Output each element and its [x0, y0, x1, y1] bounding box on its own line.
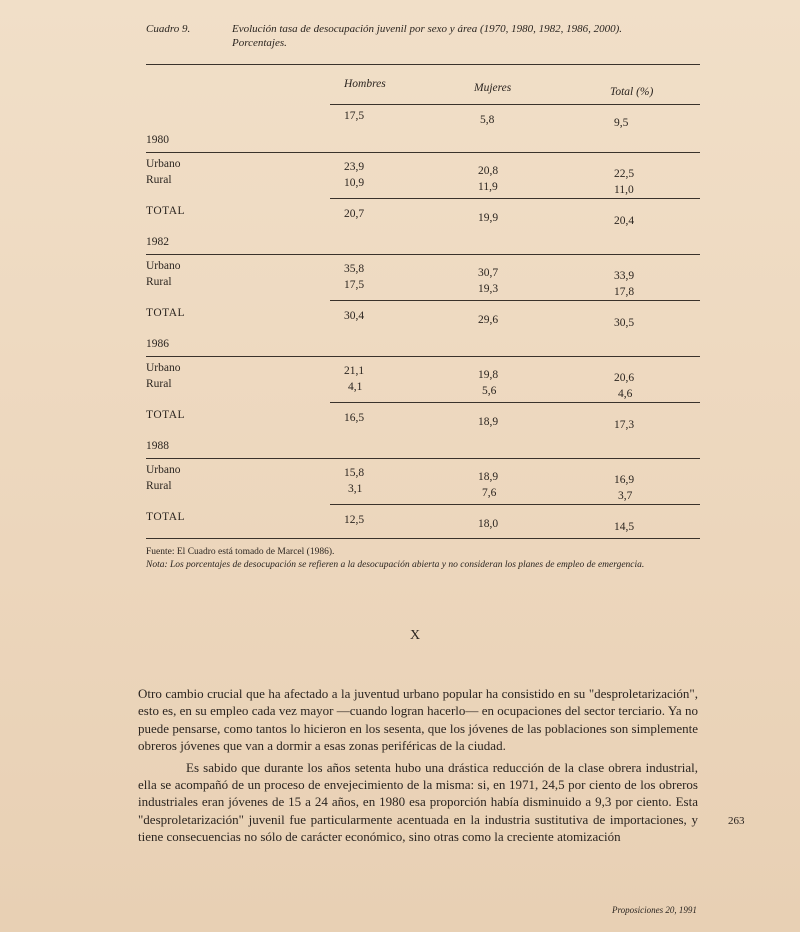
table-caption [146, 22, 746, 50]
table-cell: 7,6 [482, 487, 497, 499]
caption-title: Evolución tasa de desocupación juvenil por sexo y área (1970, 1980, 1982, 1986, 2000). [232, 23, 623, 35]
row-label: Urbano [146, 464, 181, 476]
table-cell: 30,4 [344, 310, 365, 322]
column-header-hombres: Hombres [344, 78, 386, 90]
year-label: 1980 [146, 134, 169, 146]
year-label: 1986 [146, 338, 169, 350]
column-header-total: Total (%) [610, 86, 654, 98]
table-cell: 17,3 [614, 419, 635, 431]
row-label: Rural [146, 378, 172, 390]
table-cell: 4,6 [618, 388, 633, 400]
table-cell: 3,1 [348, 483, 363, 495]
row-label: Urbano [146, 260, 181, 272]
year-rule [146, 356, 700, 357]
column-header-mujeres: Mujeres [474, 82, 512, 94]
table-cell: 18,9 [478, 416, 499, 428]
table-cell: 23,9 [344, 161, 365, 173]
table-cell: 17,8 [614, 286, 635, 298]
caption-label: Cuadro 9. [146, 23, 191, 35]
table-cell: 35,8 [344, 263, 365, 275]
table-cell: 22,5 [614, 168, 635, 180]
table-cell: 21,1 [344, 365, 365, 377]
table-cell: 18,9 [478, 471, 499, 483]
table-cell: 19,9 [478, 212, 499, 224]
table-cell: 19,3 [478, 283, 499, 295]
table-cell: 5,8 [480, 114, 495, 126]
total-label: TOTAL [146, 307, 186, 319]
total-label: TOTAL [146, 205, 186, 217]
total-rule [330, 504, 700, 505]
table-top-rule [146, 64, 700, 65]
table-cell: 33,9 [614, 270, 635, 282]
running-footer: Proposiciones 20, 1991 [612, 905, 697, 915]
table-notes [146, 546, 706, 571]
table-cell: 9,5 [614, 117, 629, 129]
table-cell: 29,6 [478, 314, 499, 326]
year-rule [146, 254, 700, 255]
table-cell: 3,7 [618, 490, 633, 502]
table-cell: 17,5 [344, 279, 365, 291]
total-rule [330, 300, 700, 301]
total-rule [330, 198, 700, 199]
source-note: Fuente: El Cuadro está tomado de Marcel (1986). [146, 547, 335, 557]
paragraph: Otro cambio crucial que ha afectado a la juventud urbano popular ha consistido en su "desproletarización", esto es, en su empleo cada vez mayor —cuando logran hacerlo— en ocupaciones del sector terciario. Ya no puede pensarse, como tantos lo hicieron en los sesenta, que los jóvenes de las poblaciones son simplemente obreros jóvenes que van a dormir a esas zonas periféricas de la ciudad. [138, 686, 698, 754]
table-cell: 30,5 [614, 317, 635, 329]
table-cell: 20,6 [614, 372, 635, 384]
table-cell: 16,5 [344, 412, 365, 424]
table-cell: 20,8 [478, 165, 499, 177]
table-cell: 4,1 [348, 381, 363, 393]
total-rule [330, 402, 700, 403]
year-label: 1982 [146, 236, 169, 248]
row-label: Rural [146, 174, 172, 186]
paragraph: Es sabido que durante los años setenta hubo una drástica reducción de la clase obrera industrial, ella se acompañó de un proceso de envejecimiento de la misma: si, en 1971, 24,5 por ciento de los obreros industriales eran jóvenes de 15 a 24 años, en 1980 esa proporción había disminuido a 9,3 por ciento. Esta "desproletarización" juvenil fue particularmente acentuada en la industria sustitutiva de importaciones, y tiene consecuencias no sólo de carácter económico, sino otras como la creciente atomización [138, 759, 698, 845]
header-bottom-rule [330, 104, 700, 105]
total-label: TOTAL [146, 511, 186, 523]
row-label: Urbano [146, 362, 181, 374]
row-label: Rural [146, 276, 172, 288]
table-cell: 14,5 [614, 521, 635, 533]
table-cell: 17,5 [344, 110, 365, 122]
caption-units: Porcentajes. [232, 37, 287, 49]
year-label: 1988 [146, 440, 169, 452]
total-label: TOTAL [146, 409, 186, 421]
table-cell: 5,6 [482, 385, 497, 397]
table-cell: 12,5 [344, 514, 365, 526]
table-cell: 10,9 [344, 177, 365, 189]
footnote: Nota: Los porcentajes de desocupación se refieren a la desocupación abierta y no consideran los planes de empleo de emergencia. [146, 559, 645, 570]
page-number: 263 [728, 815, 745, 827]
row-label: Urbano [146, 158, 181, 170]
table-cell: 11,0 [614, 184, 634, 196]
table-bottom-rule [146, 538, 700, 539]
year-rule [146, 152, 700, 153]
row-label: Rural [146, 480, 172, 492]
table-cell: 30,7 [478, 267, 499, 279]
table-cell: 19,8 [478, 369, 499, 381]
table-cell: 20,7 [344, 208, 365, 220]
body-text [138, 685, 698, 846]
year-rule [146, 458, 700, 459]
table-cell: 15,8 [344, 467, 365, 479]
table-cell: 20,4 [614, 215, 635, 227]
table-cell: 11,9 [478, 181, 498, 193]
table-cell: 18,0 [478, 518, 499, 530]
table-cell: 16,9 [614, 474, 635, 486]
section-mark: X [410, 628, 421, 643]
